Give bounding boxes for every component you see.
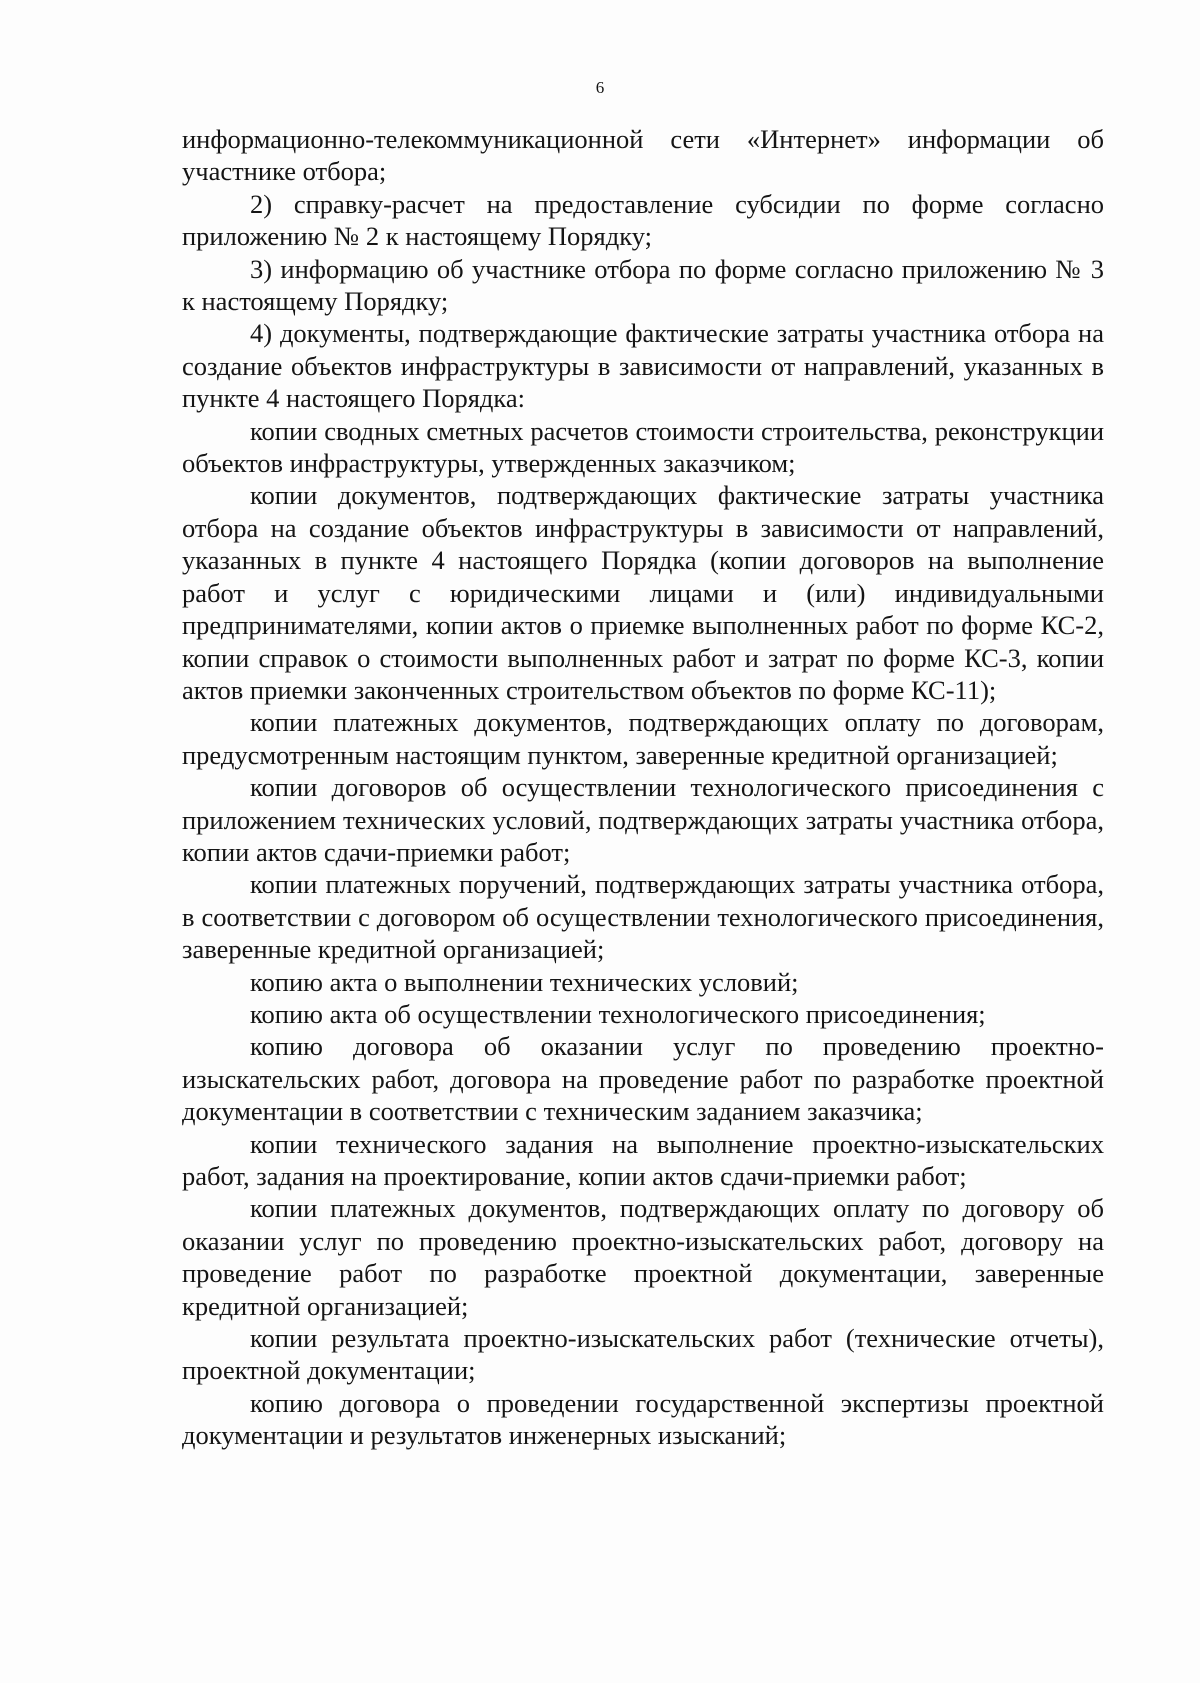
- paragraph: копии договоров об осуществлении технологического присоединения с приложением технических условий, подтверждающих затраты участника отбора, копии актов сдачи-приемки работ;: [182, 772, 1104, 867]
- paragraph: копии платежных документов, подтверждающих оплату по договорам, предусмотренным настоящим пунктом, заверенные кредитной организацией;: [182, 707, 1104, 770]
- paragraph: копии платежных документов, подтверждающих оплату по договору об оказании услуг по проведению проектно-изыскательских работ, договору на проведение работ по разработке проектной документации, заверенные кредитной организацией;: [182, 1193, 1104, 1321]
- paragraph: 4) документы, подтверждающие фактические затраты участника отбора на создание объектов инфраструктуры в зависимости от направлений, указанных в пункте 4 настоящего Порядка:: [182, 318, 1104, 414]
- paragraph: 2) справку-расчет на предоставление субсидии по форме согласно приложению № 2 к настоящему Порядку;: [182, 188, 1104, 252]
- paragraph: копию договора о проведении государственной экспертизы проектной документации и результатов инженерных изысканий;: [182, 1387, 1104, 1451]
- paragraph: копию договора об оказании услуг по проведению проектно-изыскательских работ, договора на проведение работ по разработке проектной документации в соответствии с техническим заданием заказчика;: [182, 1031, 1104, 1127]
- paragraph: копии платежных поручений, подтверждающих затраты участника отбора, в соответствии с договором об осуществлении технологического присоединения, заверенные кредитной организацией;: [182, 869, 1104, 965]
- paragraph: 3) информацию об участнике отбора по форме согласно приложению № 3 к настоящему Порядку;: [182, 253, 1104, 317]
- paragraph: копию акта об осуществлении технологического присоединения;: [250, 998, 986, 1029]
- paragraph: копии технического задания на выполнение проектно-изыскательских работ, задания на проектирование, копии актов сдачи-приемки работ;: [182, 1128, 1104, 1191]
- page-number: 6: [595, 78, 605, 97]
- paragraph: копию акта о выполнении технических условий;: [250, 966, 799, 997]
- document-body: [182, 123, 1104, 1452]
- paragraph: копии результата проектно-изыскательских работ (технические отчеты), проектной документации;: [182, 1323, 1104, 1386]
- paragraph: копии документов, подтверждающих фактические затраты участника отбора на создание объектов инфраструктуры в зависимости от направлений, указанных в пункте 4 настоящего Порядка (копии договоров на выполнение работ и услуг с юридическими лицами и (или) индивидуальными предпринимателями, копии актов о приемке выполненных работ по форме КС-2, копии справок о стоимости выполненных работ и затрат по форме КС-3, копии актов приемки законченных строительством объектов по форме КС-11);: [182, 480, 1104, 705]
- paragraph: информационно-телекоммуникационной сети «Интернет» информации об участнике отбора;: [182, 124, 1104, 187]
- paragraph: копии сводных сметных расчетов стоимости строительства, реконструкции объектов инфраструктуры, утвержденных заказчиком;: [182, 415, 1104, 479]
